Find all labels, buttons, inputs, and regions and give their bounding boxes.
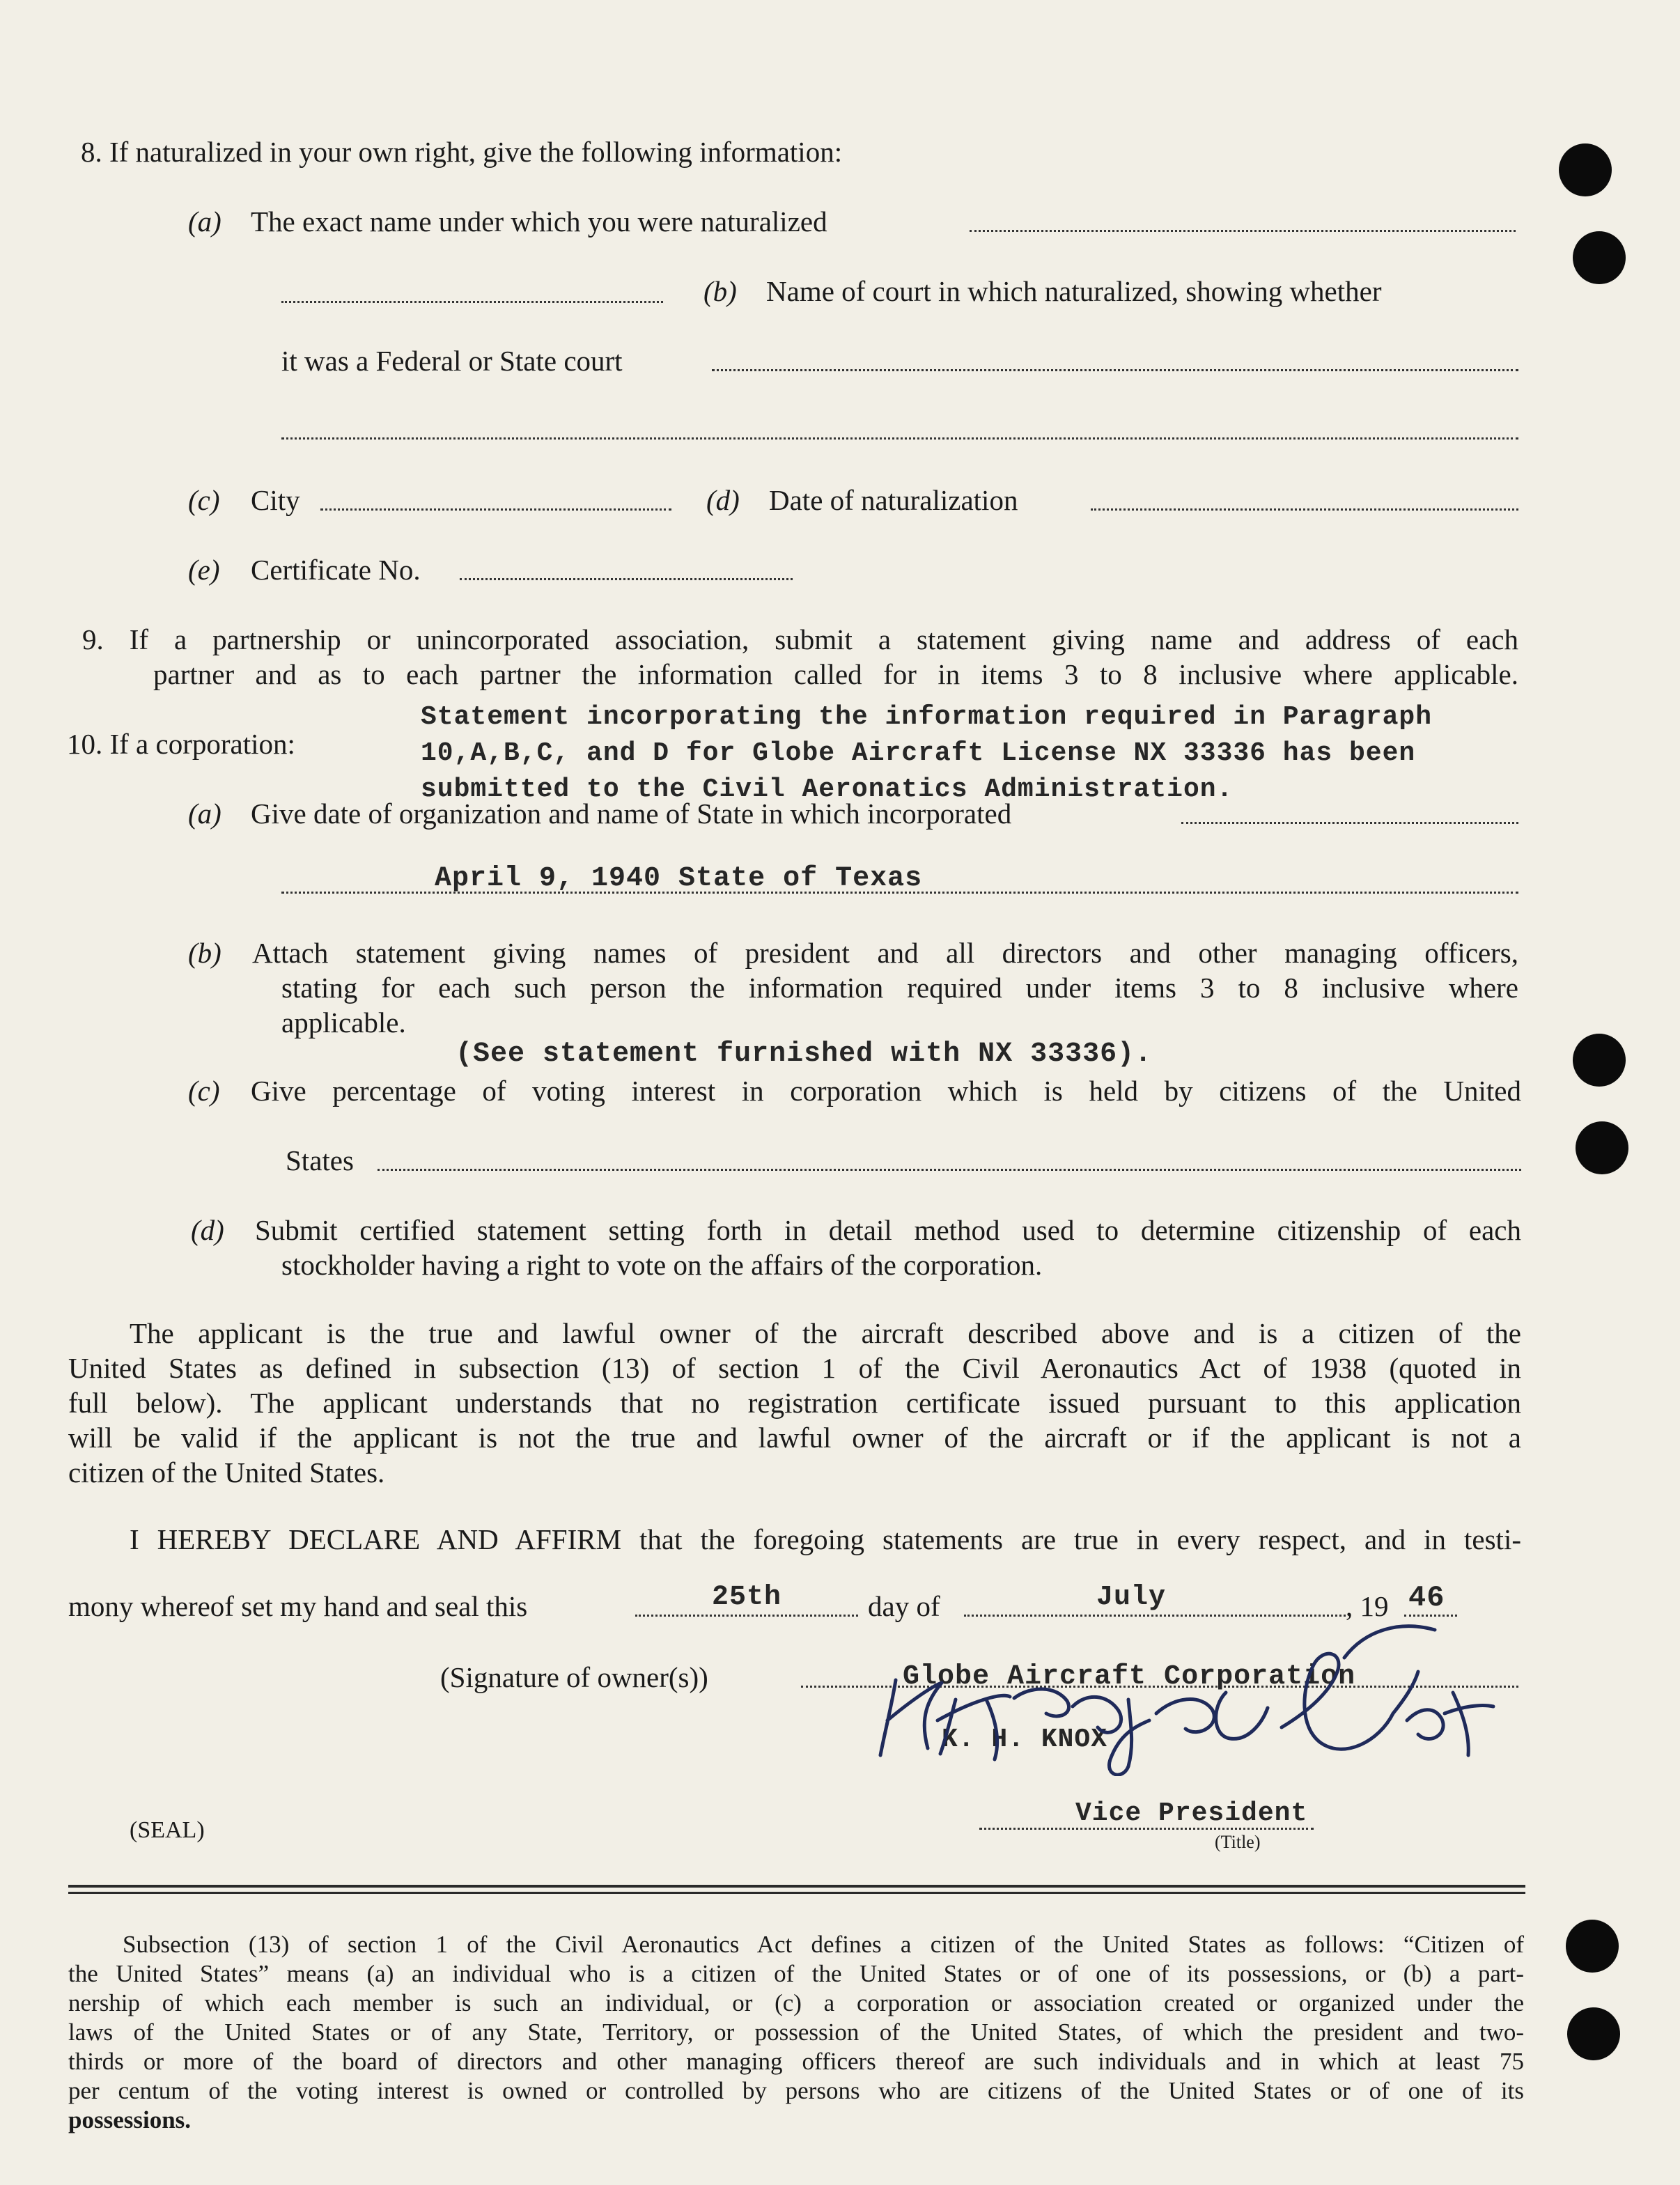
item8b-label: (b) (703, 275, 737, 307)
affirm-day: 25th (712, 1582, 782, 1613)
item9-line2: partner and as to each partner the information called for in items 3 to 8 inclusive where applicable. (153, 658, 1518, 690)
item10c-label: (c) (188, 1075, 220, 1107)
affirm-month: July (1096, 1582, 1167, 1613)
item8e-text: Certificate No. (251, 554, 421, 586)
footnote-divider (68, 1885, 1525, 1888)
item8c-text: City (251, 484, 300, 516)
punch-hole (1576, 1121, 1628, 1174)
footnote-line-3: nership of which each member is such an individual, or (c) a corporation or association created or organized under the (68, 1989, 1524, 2016)
item10-heading: 10. If a corporation: (67, 728, 295, 760)
affirm-day-of: day of (868, 1590, 940, 1622)
affirm-line-1: I HEREBY DECLARE AND AFFIRM that the foregoing statements are true in every respect, and in testi- (130, 1523, 1521, 1555)
item8a-blank-cont[interactable] (281, 301, 663, 303)
item10b-line2: stating for each such person the information required under items 3 to 8 inclusive where (281, 972, 1518, 1004)
item8-heading: 8. If naturalized in your own right, give the following information: (81, 136, 843, 168)
declaration-line-1: The applicant is the true and lawful owner of the aircraft described above and is a citizen of the (130, 1317, 1521, 1349)
item8b-text: Name of court in which naturalized, showing whether (766, 275, 1382, 307)
affirm-year: 46 (1408, 1581, 1445, 1615)
item10c-text: Give percentage of voting interest in corporation which is held by citizens of the United (251, 1075, 1521, 1107)
affirm-year-prefix: , 19 (1346, 1590, 1389, 1622)
item10d-line2: stockholder having a right to vote on the affairs of the corporation. (281, 1249, 1043, 1281)
footnote-divider (68, 1892, 1525, 1894)
item8a-text: The exact name under which you were naturalized (251, 205, 827, 238)
item8d-label: (d) (706, 484, 740, 516)
item9-line1: 9. If a partnership or unincorporated association, submit a statement giving name and address of each (82, 623, 1518, 655)
punch-hole (1573, 1034, 1626, 1087)
item10-typed-note-2: 10,A,B,C, and D for Globe Aircraft License NX 33336 has been (421, 738, 1416, 768)
handwritten-signature (864, 1616, 1504, 1776)
item8e-label: (e) (188, 554, 220, 586)
item8a-label: (a) (188, 205, 221, 238)
footnote-line-1: Subsection (13) of section 1 of the Civil Aeronautics Act defines a citizen of the United States as follows: “Citizen of (123, 1931, 1524, 1958)
punch-hole (1566, 1920, 1619, 1973)
item10b-line1: Attach statement giving names of president and all directors and other managing officers, (252, 937, 1518, 969)
signature-signer: K. H. KNOX (942, 1725, 1108, 1755)
item8b-blank-cont[interactable] (281, 437, 1518, 440)
affirm-day-blank[interactable] (635, 1615, 858, 1617)
footnote-line-4: laws of the United States or of any State, Territory, or possession of the United States, of which the president and two- (68, 2019, 1524, 2046)
item10-typed-note-3: submitted to the Civil Aeronatics Administration. (421, 775, 1234, 804)
declaration-line-4: will be valid if the applicant is not the true and lawful owner of the aircraft or if the applicant is not a (68, 1422, 1521, 1454)
item8b-blank[interactable] (712, 369, 1518, 371)
declaration-line-3: full below). The applicant understands that no registration certificate issued pursuant to this application (68, 1387, 1521, 1419)
item8e-blank[interactable] (460, 578, 793, 580)
footnote-line-7: possessions. (68, 2106, 192, 2133)
item10c-blank[interactable] (378, 1169, 1521, 1171)
item8a-blank[interactable] (970, 230, 1516, 232)
item10-typed-note-1: Statement incorporating the information required in Paragraph (421, 702, 1433, 732)
item8d-text: Date of naturalization (769, 484, 1018, 516)
affirm-line-2-prefix: mony whereof set my hand and seal this (68, 1590, 528, 1622)
signature-company: Globe Aircraft Corporation (903, 1661, 1356, 1693)
seal-label: (SEAL) (130, 1817, 205, 1843)
title-typed: Vice President (1075, 1798, 1308, 1828)
item10a-label: (a) (188, 798, 221, 830)
item10b-label: (b) (188, 937, 221, 969)
footnote-line-5: thirds or more of the board of directors and other managing officers thereof are such individuals and in which at least 75 (68, 2048, 1524, 2075)
item10d-line1: Submit certified statement setting forth in detail method used to determine citizenship of each (255, 1214, 1521, 1246)
declaration-line-5: citizen of the United States. (68, 1456, 385, 1488)
item8c-blank[interactable] (320, 508, 671, 511)
punch-hole (1559, 143, 1612, 196)
item10d-label: (d) (191, 1214, 224, 1246)
item10b-line3: applicable. (281, 1006, 406, 1039)
item8c-label: (c) (188, 484, 220, 516)
item10a-text: Give date of organization and name of State in which incorporated (251, 798, 1012, 830)
footnote-line-6: per centum of the voting interest is owned or controlled by persons who are citizens of the United States or of one of its (68, 2077, 1524, 2104)
item10b-answer: (See statement furnished with NX 33336). (456, 1039, 1153, 1070)
punch-hole (1573, 231, 1626, 284)
item10a-answer: April 9, 1940 State of Texas (435, 863, 923, 894)
item8d-blank[interactable] (1091, 508, 1518, 511)
title-label: (Title) (1215, 1832, 1261, 1852)
item10a-blank[interactable] (1181, 822, 1518, 824)
item10c-cont: States (286, 1144, 354, 1176)
footnote-line-2: the United States” means (a) an individual who is a citizen of the United States or of one of its possessions, or (b) a part- (68, 1960, 1524, 1987)
item8b-cont: it was a Federal or State court (281, 345, 623, 377)
punch-hole (1567, 2007, 1620, 2060)
signature-label: (Signature of owner(s)) (440, 1661, 708, 1693)
declaration-line-2: United States as defined in subsection (13) of section 1 of the Civil Aeronautics Act of 1938 (quoted in (68, 1352, 1521, 1384)
